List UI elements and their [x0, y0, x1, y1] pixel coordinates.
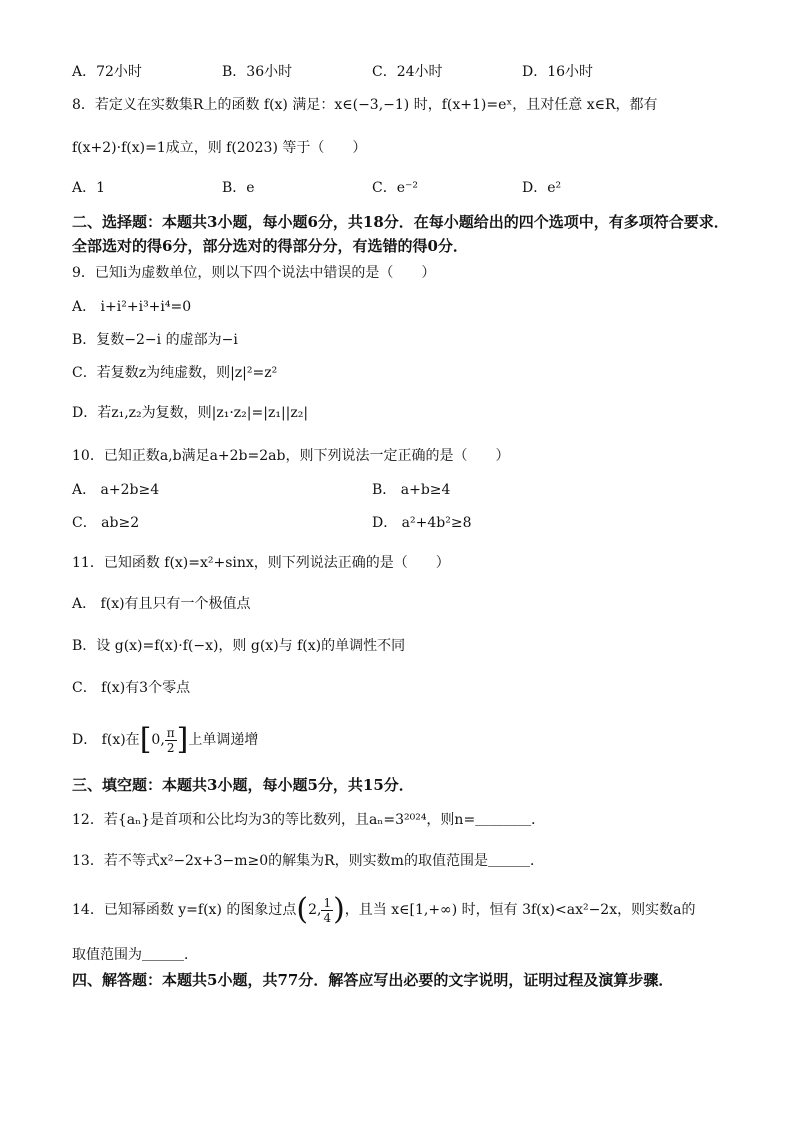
q14-point-left: 2, — [308, 902, 322, 918]
section-2-heading: 二、选择题：本题共3小题，每小题6分，共18分．在每小题给出的四个选项中，有多项符合要求．全部选对的得6分，部分选对的得部分分，有选错的得0分． — [72, 213, 729, 255]
fraction-numerator: π — [166, 725, 175, 740]
q10-option-c: C． ab≥2 — [72, 515, 140, 531]
q12-stem: 12．若{aₙ}是首项和公比均为3的等比数列，且aₙ=3²⁰²⁴，则n=＿＿＿＿． — [72, 812, 546, 828]
q14-stem-line2: 取值范围为＿＿＿． — [72, 947, 198, 963]
section-3-heading: 三、填空题：本题共3小题，每小题5分，共15分． — [72, 776, 414, 794]
q9-option-c: C．若复数z为纯虚数，则|z|²=z² — [72, 365, 278, 381]
q8-option-a: A．1 — [72, 180, 106, 196]
q11-d-interval-left: 0, — [151, 732, 165, 748]
q11-option-d — [72, 722, 258, 758]
q9-option-a: A． i+i²+i³+i⁴=0 — [72, 299, 192, 315]
q10-option-d: D． a²+4b²≥8 — [372, 515, 472, 531]
one-quarter-fraction — [321, 896, 333, 925]
fraction-denominator: 2 — [166, 740, 175, 755]
q11-option-c: C． f(x)有3个零点 — [72, 680, 191, 696]
q7-option-d: D．16小时 — [522, 64, 594, 80]
q11-option-b: B．设 g(x)=f(x)·f(−x)，则 g(x)与 f(x)的单调性不同 — [72, 638, 406, 654]
q11-stem: 11．已知函数 f(x)=x²+sinx，则下列说法正确的是（ ） — [72, 555, 450, 571]
q7-option-b: B．36小时 — [222, 64, 293, 80]
q10-option-a: A． a+2b≥4 — [72, 482, 160, 498]
q9-stem: 9．已知i为虚数单位，则以下四个说法中错误的是（ ） — [72, 265, 436, 281]
fraction-denominator: 4 — [323, 910, 332, 925]
q11-option-a: A． f(x)有且只有一个极值点 — [72, 596, 251, 612]
q9-option-d: D．若z₁,z₂为复数，则|z₁·z₂|=|z₁||z₂| — [72, 405, 309, 421]
q8-stem-line1: 8．若定义在实数集R上的函数 f(x) 满足：x∈(−3,−1) 时，f(x+1)=eˣ，且对任意 x∈R，都有 — [72, 97, 658, 113]
section-4-heading: 四、解答题：本题共5小题，共77分．解答应写出必要的文字说明，证明过程及演算步骤． — [72, 971, 674, 989]
q10-option-b: B． a+b≥4 — [372, 482, 451, 498]
q9-option-b: B．复数−2−i 的虚部为−i — [72, 332, 238, 348]
left-paren: ( — [296, 892, 309, 927]
q10-stem: 10．已知正数a,b满足a+2b=2ab，则下列说法一定正确的是（ ） — [72, 448, 510, 464]
q8-option-d: D．e² — [522, 180, 562, 196]
q11-d-suffix: 上单调递增 — [188, 732, 259, 748]
q8-option-c: C．e⁻² — [372, 180, 418, 196]
left-bracket: [ — [139, 722, 152, 757]
q7-option-a: A．72小时 — [72, 64, 142, 80]
q8-option-b: B．e — [222, 180, 255, 196]
pi-over-2-fraction — [165, 726, 177, 755]
q11-d-prefix: D． f(x)在 — [72, 732, 140, 748]
q14-prefix: 14．已知幂函数 y=f(x) 的图象过点 — [72, 902, 297, 918]
q13-stem: 13．若不等式x²−2x+3−m≥0的解集为R，则实数m的取值范围是＿＿＿． — [72, 853, 544, 869]
right-bracket: ] — [176, 722, 189, 757]
q14-suffix: ，且当 x∈[1,+∞) 时，恒有 3f(x)<ax²−2x，则实数a的 — [344, 902, 696, 918]
right-paren: ) — [333, 892, 345, 927]
q7-option-c: C．24小时 — [372, 64, 443, 80]
fraction-numerator: 1 — [323, 895, 332, 910]
q14-stem-line1 — [72, 892, 695, 928]
q8-stem-line2: f(x+2)·f(x)=1成立，则 f(2023) 等于（ ） — [72, 140, 367, 156]
